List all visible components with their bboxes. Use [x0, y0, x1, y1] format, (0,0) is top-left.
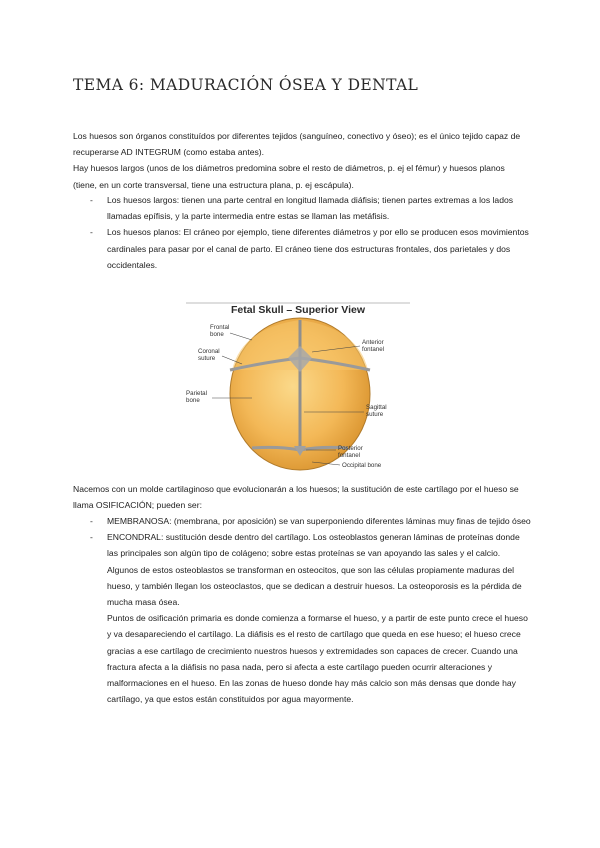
list-item: [73, 529, 533, 707]
label-posterior-line1: Posterior: [338, 445, 363, 452]
intro-line-2: Hay huesos largos (unos de los diámetros predomina sobre el resto de diámetros, p. ej el fémur) y huesos planos (tiene, en un corte transversal, tiene una estructura plana, p. ej escápula).: [73, 163, 505, 190]
label-occipital: Occipital bone: [342, 462, 382, 469]
bullet-dash: -: [90, 195, 93, 205]
label-parietal-line1: Parietal: [186, 390, 207, 397]
label-frontal-line1: Frontal: [210, 324, 230, 331]
ossification-paragraph: Nacemos con un molde cartilaginoso que evolucionarán a los huesos; la sustitución de este cartílago por el hueso se llama OSIFICACIÓN; pueden ser:: [73, 484, 519, 511]
list-item-text: ENCONDRAL: sustitución desde dentro del cartílago. Los osteoblastos generan láminas de proteínas donde las principales son algún tipo de colágeno; sobre estas proteínas se van apoyando las sales y el calcio. Algunos de estos osteoblastos se transforman en osteocitos, que son las células propiamente maduras del hueso, y también llegan los osteoclastos, que se dedican a destruir huesos. La osteoporosis es la pérdida de mucha masa ósea.: [107, 532, 522, 608]
label-coronal-line1: Coronal: [198, 348, 220, 355]
figure-title: Fetal Skull – Superior View: [230, 304, 366, 316]
list-item: [73, 224, 533, 273]
fetal-skull-figure: [182, 300, 414, 472]
label-anterior-line1: Anterior: [362, 339, 384, 346]
label-sagittal-line2: suture: [366, 411, 384, 418]
label-frontal-line2: bone: [210, 331, 224, 338]
leader-frontal: [230, 333, 252, 340]
label-posterior-line2: fontanel: [338, 452, 361, 459]
label-coronal-line2: suture: [198, 355, 216, 362]
label-anterior-line2: fontanel: [362, 346, 385, 353]
intro-line-1: Los huesos son órganos constituídos por diferentes tejidos (sanguíneo, conectivo y óseo); es el único tejido capaz de recuperarse AD INTEGRUM (como estaba antes).: [73, 131, 521, 158]
list-item: [73, 192, 533, 224]
bullet-dash: -: [90, 532, 93, 543]
page-title: TEMA 6: MADURACIÓN ÓSEA Y DENTAL: [73, 76, 419, 94]
bullet-dash: -: [90, 227, 93, 238]
bone-types-list: [73, 192, 533, 273]
list-item: [73, 513, 533, 529]
list-item-text: Los huesos planos: El cráneo por ejemplo, tiene diferentes diámetros y por ello se producen esos movimientos cardinales para pasar por el canal de parto. El cráneo tiene dos estructuras frontales, dos parietales y dos occidentales.: [107, 227, 529, 270]
fetal-skull-illustration: [182, 300, 414, 472]
bullet-dash: -: [90, 516, 93, 526]
ossification-list: [73, 513, 533, 707]
label-parietal-line2: bone: [186, 397, 200, 404]
list-item-continuation: Puntos de osificación primaria es donde comienza a formarse el hueso, y a partir de este punto crece el hueso y va desapareciendo el cartílago. La diáfisis es el resto de cartílago que queda en ese hueso; el hueso crece gracias a ese cartílago de crecimiento nuestros huesos y extremidades son capaces de crecer. Cuando una fractura afecta a la diáfisis no pasa nada, pero si afecta a este cartílago pueden ocurrir alteraciones y malformaciones en el hueso. En las zonas de hueso donde hay más calcio son más densas que donde hay cartílago, ya que estos están constituidos por agua mayormente.: [107, 613, 528, 705]
label-sagittal-line1: Sagittal: [366, 404, 387, 411]
list-item-text: Los huesos largos: tienen una parte central en longitud llamada diáfisis; tienen partes extremas a los lados llamadas epífisis, y la parte intermedia entre estas se llaman las metáfisis.: [107, 195, 514, 222]
intro-paragraph: [73, 128, 525, 193]
list-item-text: MEMBRANOSA: (membrana, por aposición) se van superponiendo diferentes láminas muy finas de tejido óseo: [107, 516, 531, 526]
